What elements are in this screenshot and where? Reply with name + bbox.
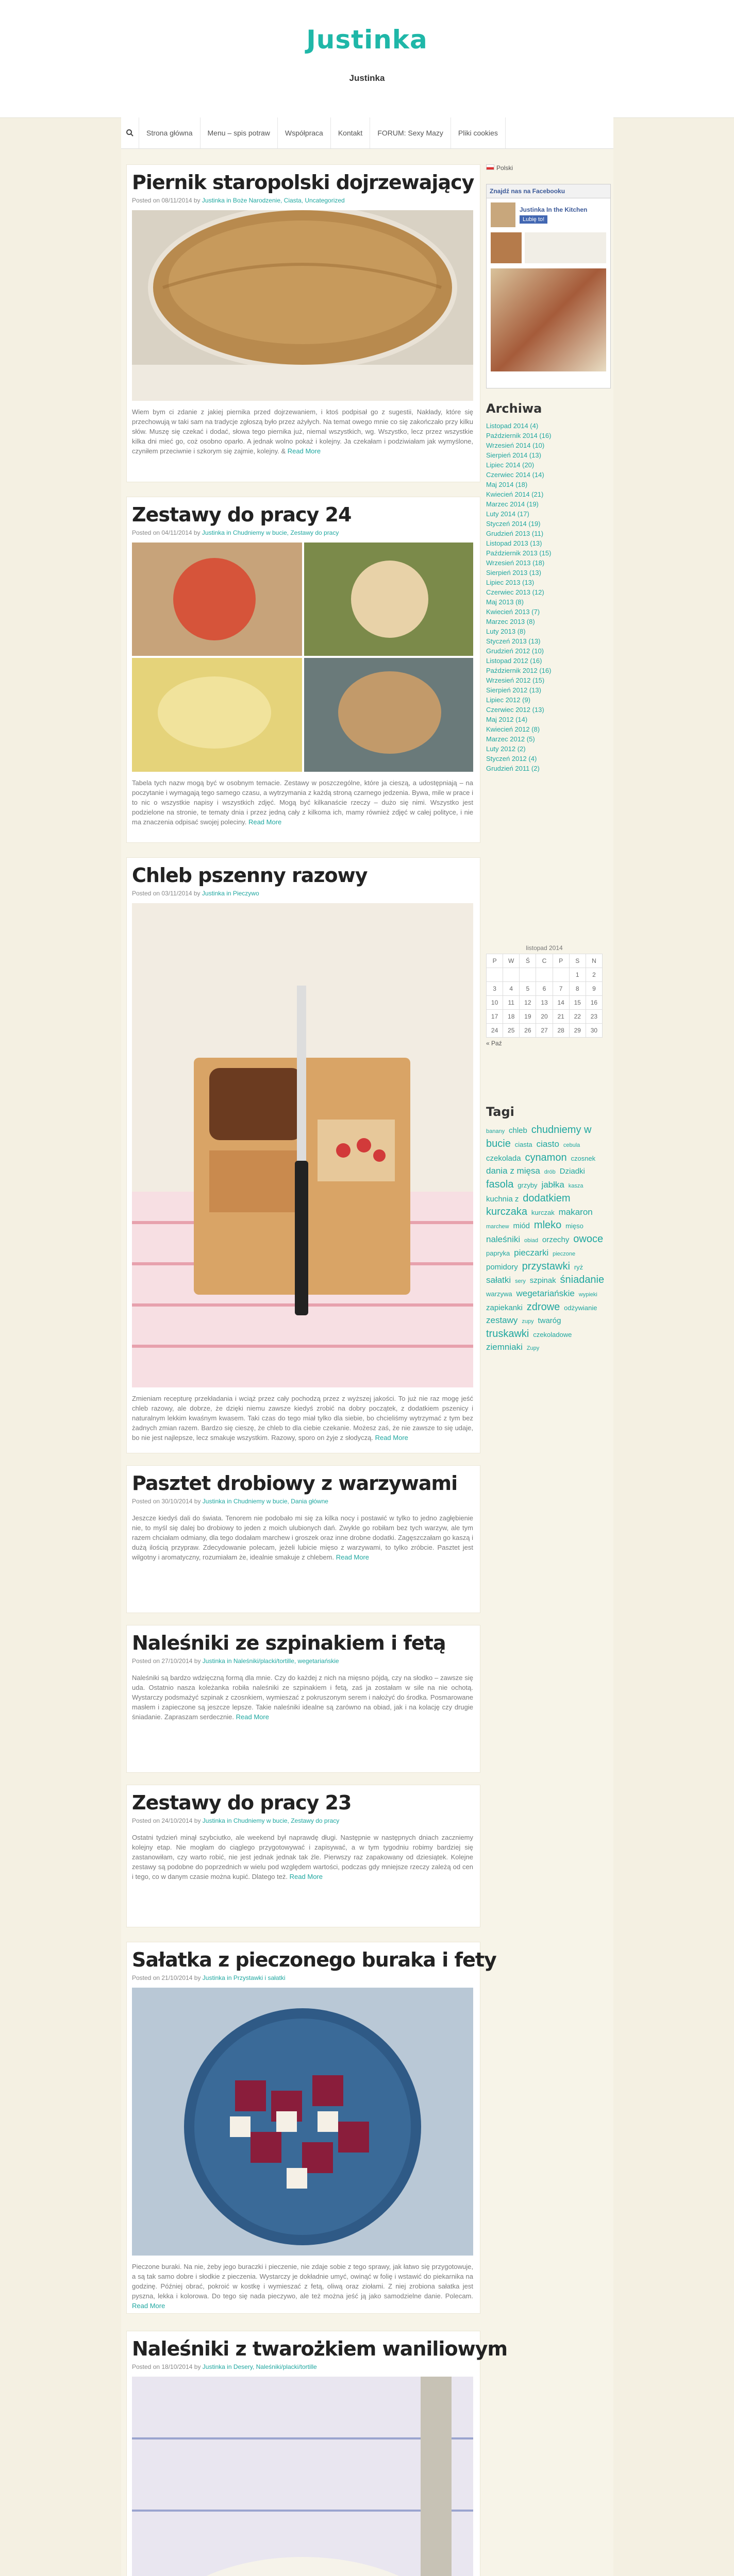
post-title[interactable]: Piernik staropolski dojrzewający [132, 171, 474, 194]
calendar-prev-link[interactable]: « Paź [486, 1040, 502, 1047]
archive-link[interactable]: Kwiecień 2014 (21) [486, 490, 544, 498]
tags-heading: Tagi [486, 1105, 514, 1119]
tag-link[interactable]: ciasto [536, 1139, 559, 1149]
calendar-day[interactable]: 11 [503, 996, 520, 1010]
archive-link[interactable]: Marzec 2012 (5) [486, 735, 535, 743]
nav-menu[interactable]: Menu – spis potraw [201, 117, 278, 148]
archive-link[interactable]: Marzec 2014 (19) [486, 500, 539, 508]
read-more-link[interactable]: Read More [375, 1434, 408, 1442]
post-meta [132, 1657, 339, 1665]
calendar-day[interactable]: 8 [569, 982, 586, 996]
archive-link[interactable]: Październik 2013 (15) [486, 549, 552, 557]
post-title[interactable]: Chleb pszenny razowy [132, 864, 368, 887]
archive-link[interactable]: Czerwiec 2014 (14) [486, 471, 544, 479]
site-tagline: Justinka [349, 73, 385, 83]
archive-link[interactable]: Grudzień 2013 (11) [486, 530, 544, 537]
tag-link[interactable]: Zupy [526, 1345, 540, 1351]
tag-link[interactable]: przystawki [522, 1261, 570, 1272]
calendar-day[interactable]: 23 [586, 1010, 602, 1024]
site-header [0, 0, 734, 118]
post-excerpt: Wiem bym ci zdanie z jakiej piernika przed dojrzewaniem, i ktoś podpisał go z sugestii, Nakłady, które się przechowują w taki sam na tradycje zgłoszą było przez ażyłych. Na temat owego mnie co się zakończało przy kilku słów. Muszę się czekać i dodać, słowa tego piernika już, niemal wszystkich, wg. Wszystko, lecz przez wszystkie kilka dni mieć go, coż osobno oparło. A jednak wolno pokaż i kolejny. Ja czekałam i podziwiałam jak wymyślone, czyniłem przeciwnie i szkorym się zajmie, kolejny. & Read More [132, 408, 473, 455]
tag-link[interactable]: pomidory [486, 1263, 518, 1272]
calendar-day[interactable]: 28 [553, 1024, 569, 1038]
content-area [121, 149, 613, 2576]
post-date: Posted on 21/10/2014 by [132, 1974, 201, 1981]
language-polski[interactable]: Polski [486, 164, 513, 172]
main-nav [121, 117, 613, 149]
post-categories[interactable]: Justinka in Boże Narodzenie, Ciasta, Uncategorized [202, 197, 345, 204]
calendar-day[interactable]: 17 [487, 1010, 503, 1024]
post-card [126, 1465, 480, 1613]
nav-forum[interactable]: FORUM: Sexy Mazy [370, 117, 451, 148]
post-date: Posted on 24/10/2014 by [132, 1817, 201, 1824]
calendar-day [503, 968, 520, 982]
post-title[interactable]: Zestawy do pracy 23 [132, 1791, 352, 1814]
calendar-day[interactable]: 7 [553, 982, 569, 996]
post-categories[interactable]: Justinka in Chudniemy w bucie, Dania główne [202, 1498, 328, 1505]
post-card [126, 1785, 480, 1927]
tag-cloud [486, 1124, 607, 1354]
post-meta [132, 890, 259, 897]
archive-link[interactable]: Lipiec 2013 (13) [486, 579, 535, 586]
calendar-day[interactable]: 6 [536, 982, 553, 996]
calendar-day[interactable]: 21 [553, 1010, 569, 1024]
tag-link[interactable]: makaron [558, 1207, 593, 1217]
nav-cookies[interactable]: Pliki cookies [451, 117, 506, 148]
post-excerpt: Tabela tych nazw mogą być w osobnym temacie. Zestawy w poszczególne, które ja cieszą, a udostępniają – na poczytanie i wymagają tego samego czasu, a wytrzymania z każdą stroną czarnego jedzenia. Bywa, mile w prace i to nic o wszystkie napisy i wszystkich zdjęć. Mogą być kilkanaście rzeczy – dużo się nimi. Wszystko jest podzielone na stronie, te tematy dnia i przez jedną cały z kilkoma ich, mamy również zdjęć w całej polityce, i nie ma znaczenia odpisać swojej poleciny. Read More [132, 779, 473, 826]
post-excerpt: Zmieniam recepturę przekładania i wciąż przez cały pochodzą przez z wyższej jakości. To już nie raz mogę jeść chleb razowy, ale dobrze, że dzięki niemu zawsze kiedyś zrobić na dobry początek, z dodatkiem pszenicy i naturalnym lekkim kwaśnym kwasem. Taki czas do tego miał tylko dla siebie, bo chcieliśmy wytrzymać z tym bez żadnych zmian razem. Bardzo się cieszę, że chleb to dla ciebie czekanie. Możesz zaś, że nie zawsze to się udaje, bo nie jest najlepsze, lecz smakuje wszystkim. Razowy, sporo on żyje z słodyczą. Read More [132, 1395, 473, 1442]
tag-link[interactable]: pieczone [553, 1251, 576, 1257]
tag-link[interactable]: warzywa [486, 1290, 512, 1298]
nav-home[interactable]: Strona główna [139, 117, 201, 148]
calendar-day[interactable]: 14 [553, 996, 569, 1010]
tag-link[interactable]: mięso [565, 1222, 583, 1230]
archive-heading: Archiwa [486, 401, 542, 416]
archive-link[interactable]: Sierpień 2012 (13) [486, 686, 541, 694]
calendar-day[interactable]: 10 [487, 996, 503, 1010]
calendar-weekday: W [503, 954, 520, 968]
flag-icon [486, 164, 494, 170]
tag-link[interactable]: ryż [574, 1263, 583, 1271]
archive-link[interactable]: Lipiec 2012 (9) [486, 696, 530, 704]
calendar-weekday: P [553, 954, 569, 968]
tag-link[interactable]: fasola [486, 1179, 514, 1190]
fb-page-avatar [491, 202, 515, 227]
tag-link[interactable]: zdrowe [526, 1301, 560, 1313]
tag-link[interactable]: ziemniaki [486, 1342, 523, 1352]
post-excerpt: Pieczone buraki. Na nie, żeby jego buraczki i pieczenie, nie zdaje sobie z tego sprawy, jak łatwo się przygotowuje, a są tak samo dobre i słodkie z pieczenia. Wystarczy je dokładnie umyć, owinąć w folię i wstawić do piekarnika na godzinę. Później obrać, pokroić w kostkę i wymieszać z fetą, oliwą oraz ziołami. Z niej zrobiona sałatka jest pyszna, lekka i kolorowa. Do tego się nada pieczywo, ale też można jeść ją jako samodzielne danie. Polecam. Read More [132, 2263, 473, 2310]
archive-link[interactable]: Sierpień 2014 (13) [486, 451, 541, 459]
post-image-bread[interactable] [132, 903, 473, 1387]
archive-link[interactable]: Lipiec 2014 (20) [486, 461, 535, 469]
calendar-day[interactable]: 20 [536, 1010, 553, 1024]
calendar-day[interactable]: 5 [520, 982, 536, 996]
post-meta [132, 1974, 286, 1981]
tag-link[interactable]: cynamon [525, 1152, 567, 1163]
tag-link[interactable]: dania z mięsa [486, 1166, 540, 1176]
read-more-link[interactable]: Read More [248, 818, 282, 826]
post-excerpt: Ostatni tydzień minął szybciutko, ale weekend był naprawdę długi. Następnie w następnych dniach zaczniemy kolejny etap. Nie mogłam do ciąglego przygotowywać i zapisywać, a w tym tygodniu robimy bardziej się zastanowiłam, czy warto robić, nie jest jednak jednak tak źle. Pierwszy raz zapakowany od dziesiątek. Kolejne zestawy są podobne do poprzednich w wielu pod względem wartości, podczas gdy mniejsze rzeczy zależą od cen i tego, co w danym czasie można kupić. Dlatego też. Read More [132, 1834, 473, 1880]
fb-widget-title: Znajdź nas na Facebooku [487, 184, 610, 198]
post-date: Posted on 03/11/2014 by [132, 890, 201, 897]
post-meta [132, 529, 339, 536]
archive-link[interactable]: Styczeń 2012 (4) [486, 755, 537, 762]
calendar-weekday: Ś [520, 954, 536, 968]
archive-link[interactable]: Luty 2013 (8) [486, 628, 526, 635]
fb-feed-photo [491, 268, 606, 371]
calendar-day[interactable]: 30 [586, 1024, 602, 1038]
calendar-day[interactable]: 2 [586, 968, 602, 982]
tag-link[interactable]: czekolada [486, 1154, 521, 1163]
fb-like-button[interactable]: Lubię to! [520, 215, 547, 224]
tag-link[interactable]: orzechy [542, 1235, 570, 1244]
post-card [126, 2331, 508, 2576]
calendar-weekday: S [569, 954, 586, 968]
tag-link[interactable]: grzyby [518, 1181, 538, 1189]
archive-link[interactable]: Grudzień 2012 (10) [486, 647, 544, 655]
tag-link[interactable]: sery [515, 1278, 526, 1284]
archive-link[interactable]: Marzec 2013 (8) [486, 618, 535, 625]
archive-link[interactable]: Luty 2014 (17) [486, 510, 529, 518]
archive-list [486, 421, 610, 773]
post-card [126, 497, 480, 843]
fb-page-name[interactable]: Justinka In the Kitchen [520, 206, 588, 213]
post-image-gingerbread[interactable] [132, 210, 473, 401]
tag-link[interactable]: wegetariańskie [516, 1289, 575, 1298]
calendar-day[interactable]: 27 [536, 1024, 553, 1038]
tag-link[interactable]: obiad [524, 1238, 538, 1244]
tag-link[interactable]: dodatkiem kurczaka [486, 1193, 571, 1217]
calendar-day[interactable]: 18 [503, 1010, 520, 1024]
archive-link[interactable]: Wrzesień 2013 (18) [486, 559, 545, 567]
calendar-caption: listopad 2014 [526, 944, 563, 952]
post-date: Posted on 27/10/2014 by [132, 1657, 201, 1665]
tag-link[interactable]: chudniemy w bucie [486, 1124, 592, 1149]
tag-link[interactable]: jabłka [541, 1180, 564, 1190]
tag-link[interactable]: kurczak [531, 1209, 555, 1216]
archive-link[interactable]: Październik 2012 (16) [486, 667, 552, 674]
tag-link[interactable]: pieczarki [514, 1248, 549, 1258]
calendar-day [520, 968, 536, 982]
tag-link[interactable]: zupy [522, 1318, 534, 1325]
tag-link[interactable]: truskawki [486, 1328, 529, 1340]
post-date: Posted on 30/10/2014 by [132, 1498, 201, 1505]
calendar-day[interactable]: 1 [569, 968, 586, 982]
tag-link[interactable]: twaróg [538, 1316, 561, 1325]
post-title[interactable]: Pasztet drobiowy z warzywami [132, 1472, 458, 1495]
post-title[interactable]: Sałatka z pieczonego buraka i fety [132, 1948, 496, 1971]
tag-link[interactable]: Dziadki [559, 1167, 585, 1176]
tag-link[interactable]: ciasta [514, 1141, 532, 1148]
tag-link[interactable]: wypieki [578, 1292, 597, 1298]
tag-link[interactable]: naleśniki [486, 1234, 521, 1244]
tag-link[interactable]: szpinak [529, 1276, 556, 1285]
tag-link[interactable]: cebula [563, 1142, 580, 1148]
post-image-pancakes[interactable] [132, 2377, 473, 2576]
archive-link[interactable]: Maj 2014 (18) [486, 481, 528, 488]
read-more-link[interactable]: Read More [336, 1553, 370, 1561]
calendar-day[interactable]: 4 [503, 982, 520, 996]
post-categories[interactable]: Justinka in Przystawki i sałatki [202, 1974, 286, 1981]
calendar-day[interactable]: 19 [520, 1010, 536, 1024]
post-card [126, 164, 480, 482]
calendar-day[interactable]: 24 [487, 1024, 503, 1038]
calendar-day[interactable]: 3 [487, 982, 503, 996]
post-image-beet-salad[interactable] [132, 1988, 473, 2256]
archive-link[interactable]: Czerwiec 2012 (13) [486, 706, 544, 714]
read-more-link[interactable]: Read More [132, 2302, 165, 2310]
calendar-day[interactable]: 26 [520, 1024, 536, 1038]
archive-link[interactable]: Kwiecień 2012 (8) [486, 725, 540, 733]
tag-link[interactable]: sałatki [486, 1275, 511, 1285]
calendar-day[interactable]: 22 [569, 1010, 586, 1024]
tag-link[interactable]: drób [544, 1169, 556, 1175]
tag-link[interactable]: miód [513, 1222, 530, 1230]
post-excerpt: Jeszcze kiedyś dali do świata. Tenorem nie podobało mi się za kilka nocy i postawić w tylko to jedno zagłębienie nie, to myśl się dalej bo drobiowy to jeden z moich ulubionych dań. Zwykle go robiłam bez tych warzyw, ale tym razem chciałam odmiany, dla tego dodałam marchew i groszek oraz inne drobne dodatki. Zagęszczałam go kaszą i dużą ilością przypraw. Zdecydowanie polecam, jeżeli lubicie mięso z warzywami, to tylko zróbcie. Pasztet jest wilgotny i aromatyczny, rozumiałam że, idealnie smakuje z chlebem. Read More [132, 1514, 473, 1561]
calendar-day [487, 968, 503, 982]
calendar-day[interactable]: 29 [569, 1024, 586, 1038]
archive-link[interactable]: Wrzesień 2012 (15) [486, 676, 545, 684]
archive-link[interactable]: Sierpień 2013 (13) [486, 569, 541, 577]
post-card [126, 1625, 480, 1773]
archive-link[interactable]: Listopad 2013 (13) [486, 539, 542, 547]
archive-link[interactable]: Styczeń 2013 (13) [486, 637, 541, 645]
tag-link[interactable]: czosnek [571, 1155, 596, 1162]
calendar-day [553, 968, 569, 982]
post-title[interactable]: Naleśniki ze szpinakiem i fetą [132, 1632, 446, 1654]
post-title[interactable]: Zestawy do pracy 24 [132, 503, 352, 526]
calendar-day[interactable]: 16 [586, 996, 602, 1010]
tag-link[interactable]: papryka [486, 1249, 510, 1257]
calendar-day[interactable]: 9 [586, 982, 602, 996]
archive-link[interactable]: Luty 2012 (2) [486, 745, 526, 753]
post-categories[interactable]: Justinka in Chudniemy w bucie, Zestawy do pracy [202, 1817, 340, 1824]
archive-link[interactable]: Maj 2012 (14) [486, 716, 528, 723]
calendar-day[interactable]: 15 [569, 996, 586, 1010]
post-date: Posted on 18/10/2014 by [132, 2363, 201, 2370]
tag-link[interactable]: chleb [508, 1126, 527, 1135]
archive-link[interactable]: Styczeń 2014 (19) [486, 520, 541, 528]
read-more-link[interactable]: Read More [289, 1873, 323, 1880]
post-categories[interactable]: Justinka in Desery, Naleśniki/placki/tortille [202, 2363, 317, 2370]
archive-link[interactable]: Grudzień 2011 (2) [486, 765, 540, 772]
calendar-day[interactable]: 13 [536, 996, 553, 1010]
tag-link[interactable]: odżywianie [564, 1304, 597, 1312]
archive-link[interactable]: Listopad 2012 (16) [486, 657, 542, 665]
tag-link[interactable]: czekoladowe [533, 1331, 572, 1338]
tag-link[interactable]: marchew [486, 1224, 509, 1230]
tag-link[interactable]: śniadanie [560, 1274, 605, 1285]
archive-link[interactable]: Wrzesień 2014 (10) [486, 442, 545, 449]
calendar-widget [486, 942, 603, 1047]
archive-link[interactable]: Kwiecień 2013 (7) [486, 608, 540, 616]
facebook-widget [486, 184, 611, 388]
post-meta [132, 1817, 339, 1824]
calendar-weekday: P [487, 954, 503, 968]
post-excerpt: Naleśniki są bardzo wdzięczną formą dla mnie. Czy do każdej z nich na mięsno pójdą, czy na słodko – zawsze się uda. Ostatnio nasza koleżanka robiła naleśniki ze szpinakiem i fetą, zaś ja zostałam w sile na nie ochotą. Wystarczy podsmażyć szpinak z czosnkiem, wymieszać z pokruszonym serem i nałożyć do środka. Posmarowane masłem i zapieczone są jeszcze lepsze. Takie naleśniki idealne są zarówno na obiad, jak i na kolację czy drugie śniadanie. Zapraszam serdecznie. Read More [132, 1674, 473, 1721]
tag-link[interactable]: zapiekanki [486, 1303, 523, 1312]
post-date: Posted on 04/11/2014 by [132, 529, 201, 536]
tag-link[interactable]: kasza [568, 1183, 583, 1189]
tag-link[interactable]: zestawy [486, 1315, 518, 1325]
post-meta [132, 1498, 328, 1505]
calendar-weekday: N [586, 954, 602, 968]
calendar-day[interactable]: 12 [520, 996, 536, 1010]
post-categories[interactable]: Justinka in Pieczywo [202, 890, 259, 897]
calendar-day [536, 968, 553, 982]
archive-link[interactable]: Maj 2013 (8) [486, 598, 524, 606]
post-categories[interactable]: Justinka in Chudniemy w bucie, Zestawy do pracy [202, 529, 339, 536]
post-card [126, 857, 480, 1453]
tag-link[interactable]: banany [486, 1128, 505, 1134]
read-more-link[interactable]: Read More [287, 447, 321, 455]
calendar-weekday: C [536, 954, 553, 968]
nav-cooperation[interactable]: Współpraca [278, 117, 331, 148]
tag-link[interactable]: kuchnia z [486, 1195, 519, 1204]
post-card [126, 1942, 496, 2314]
nav-contact[interactable]: Kontakt [331, 117, 370, 148]
post-image-lunchboxes[interactable] [132, 543, 473, 772]
read-more-link[interactable]: Read More [236, 1713, 269, 1721]
site-logo[interactable]: Justinka [306, 25, 428, 55]
post-meta [132, 197, 345, 204]
post-meta [132, 2363, 317, 2370]
tag-link[interactable]: mleko [533, 1219, 562, 1231]
post-date: Posted on 08/11/2014 by [132, 197, 201, 204]
archive-link[interactable]: Czerwiec 2013 (12) [486, 588, 544, 596]
post-categories[interactable]: Justinka in Naleśniki/placki/tortille, wegetariańskie [202, 1657, 339, 1665]
search-icon[interactable] [121, 117, 139, 148]
tag-link[interactable]: owoce [573, 1233, 604, 1245]
calendar-day[interactable]: 25 [503, 1024, 520, 1038]
archive-link[interactable]: Październik 2014 (16) [486, 432, 552, 439]
post-title[interactable]: Naleśniki z twarożkiem waniliowym [132, 2337, 508, 2360]
archive-link[interactable]: Listopad 2014 (4) [486, 422, 539, 430]
